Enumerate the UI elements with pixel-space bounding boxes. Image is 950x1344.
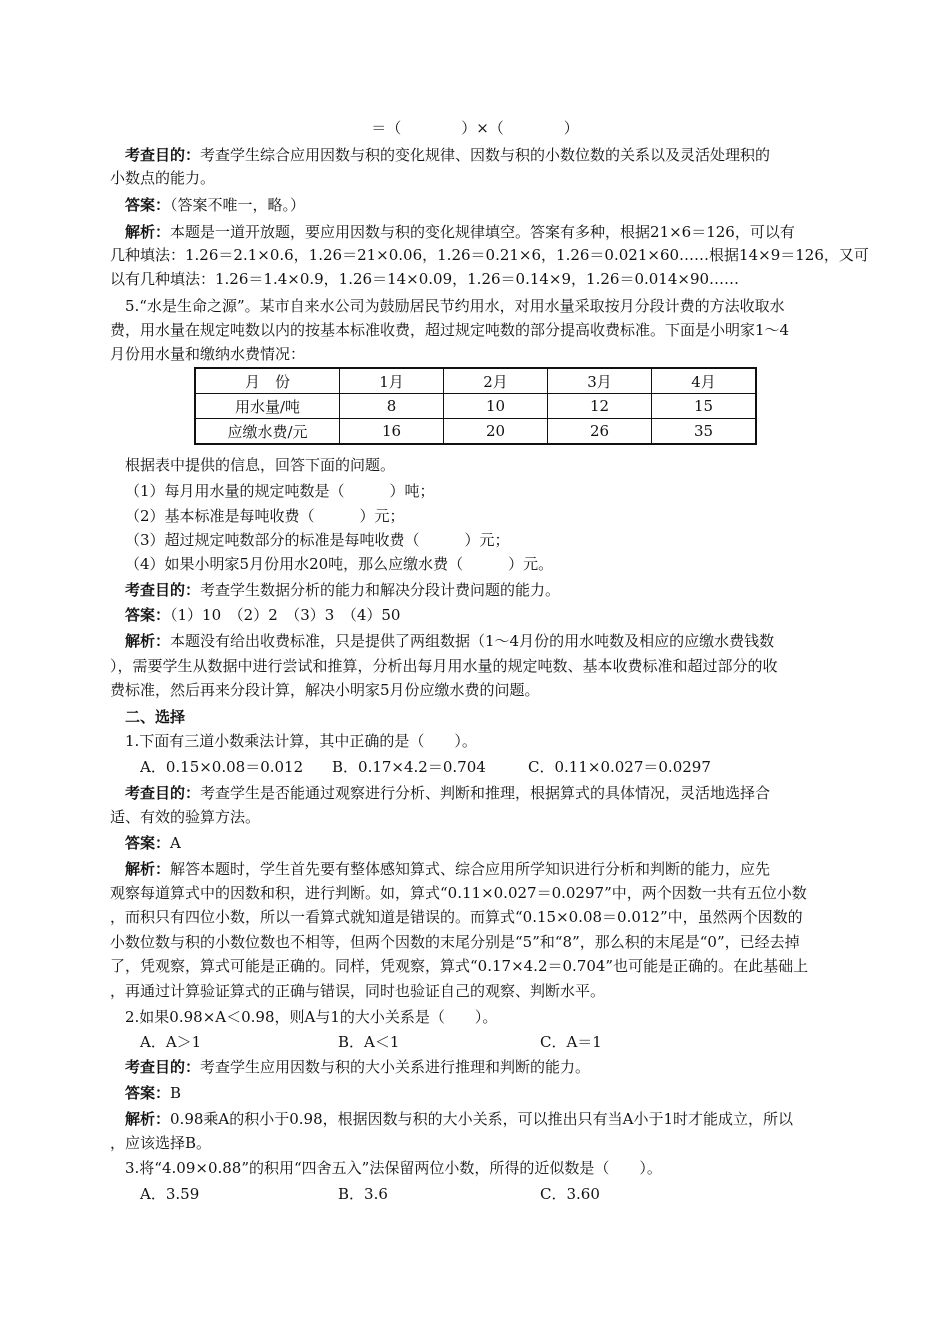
answer-text: （答案不唯一，略。） — [170, 196, 306, 214]
q4-answer — [125, 194, 860, 216]
purpose-label: 考查目的： — [125, 146, 201, 164]
table-cell: 20 — [444, 419, 548, 445]
purpose-text: 考查学生应用因数与积的大小关系进行推理和判断的能力。 — [200, 1058, 591, 1076]
q5-sub-1: （1）每月用水量的规定吨数是（ ）吨； — [125, 482, 435, 500]
table-cell: 2月 — [444, 368, 548, 394]
table-row — [195, 394, 756, 419]
c2-analysis-cont: ，应该选择B。 — [110, 1134, 212, 1152]
q5-analysis — [125, 630, 860, 652]
c1-answer — [125, 832, 860, 854]
answer-label: 答案： — [125, 834, 171, 852]
c1-purpose-cont: 适、有效的验算方法。 — [110, 808, 261, 826]
table-cell: 10 — [444, 394, 548, 419]
analysis-label: 解析： — [125, 1110, 171, 1128]
table-cell: 16 — [340, 419, 444, 445]
q5-answer — [125, 604, 860, 626]
option-a: A．0.15×0.08＝0.012 — [140, 758, 304, 776]
option-c: C．A＝1 — [540, 1033, 602, 1051]
answer-text: A — [170, 834, 181, 852]
table-row — [195, 419, 756, 445]
option-b: B．A＜1 — [338, 1033, 400, 1051]
table-row — [195, 368, 756, 394]
q5-purpose — [125, 579, 860, 601]
option-a: A．3.59 — [140, 1185, 200, 1203]
analysis-label: 解析： — [125, 632, 171, 650]
water-usage-table — [194, 367, 757, 445]
answer-label: 答案： — [125, 1084, 171, 1102]
q4-analysis-cont: 以有几种填法：1.26＝1.4×0.9，1.26＝14×0.09，1.26＝0.14×9，1.26＝0.014×90…… — [110, 270, 740, 288]
table-cell: 35 — [652, 419, 757, 445]
table-cell: 15 — [652, 394, 757, 419]
answer-text: B — [170, 1084, 182, 1102]
option-c: C．3.60 — [540, 1185, 600, 1203]
c2-purpose — [125, 1056, 860, 1078]
table-cell: 用水量/吨 — [195, 394, 340, 419]
option-b: B．0.17×4.2＝0.704 — [332, 758, 486, 776]
answer-label: 答案： — [125, 196, 171, 214]
purpose-text: 考查学生数据分析的能力和解决分段计费问题的能力。 — [200, 581, 561, 599]
purpose-text: 考查学生是否能通过观察进行分析、判断和推理，根据算式的具体情况，灵活地选择合 — [200, 784, 771, 802]
purpose-label: 考查目的： — [125, 581, 201, 599]
formula-line: ＝（ ）×（ ） — [371, 119, 579, 137]
table-cell: 1月 — [340, 368, 444, 394]
c1-analysis — [125, 858, 860, 880]
purpose-label: 考查目的： — [125, 1058, 201, 1076]
purpose-label: 考查目的： — [125, 784, 201, 802]
c1-analysis-cont: 小数位数与积的小数位数也不相等，但两个因数的末尾分别是“5”和“8”，那么积的末尾是“0”，已经去掉 — [110, 933, 800, 951]
purpose-text: 考查学生综合应用因数与积的变化规律、因数与积的小数位数的关系以及灵活处理积的 — [200, 146, 771, 164]
q5-question-cont: 费，用水量在规定吨数以内的按基本标准收费，超过规定吨数的部分提高收费标准。下面是小明家1～4 — [110, 321, 790, 339]
c1-purpose — [125, 782, 860, 804]
option-a: A．A＞1 — [140, 1033, 202, 1051]
table-cell: 8 — [340, 394, 444, 419]
q5-sub-2: （2）基本标准是每吨收费（ ）元； — [125, 507, 405, 525]
c1-question: 1.下面有三道小数乘法计算，其中正确的是（ ）。 — [125, 732, 477, 750]
q5-analysis-cont: ），需要学生从数据中进行尝试和推算，分析出每月用水量的规定吨数、基本收费标准和超过部分的收 — [110, 657, 778, 675]
c2-question: 2.如果0.98×A＜0.98，则A与1的大小关系是（ ）。 — [125, 1008, 498, 1026]
q5-sub-4: （4）如果小明家5月份用水20吨，那么应缴水费（ ）元。 — [125, 555, 554, 573]
table-cell: 4月 — [652, 368, 757, 394]
analysis-label: 解析： — [125, 860, 171, 878]
table-cell: 3月 — [548, 368, 652, 394]
analysis-text: 解答本题时，学生首先要有整体感知算式、综合应用所学知识进行分析和判断的能力，应先 — [170, 860, 771, 878]
analysis-text: 本题没有给出收费标准，只是提供了两组数据（1～4月份的用水吨数及相应的应缴水费钱数 — [170, 632, 775, 650]
analysis-text: 0.98乘A的积小于0.98，根据因数与积的大小关系，可以推出只有当A小于1时才能成立，所以 — [170, 1110, 794, 1128]
answer-text: （1）10 （2）2 （3）3 （4）50 — [170, 606, 401, 624]
table-cell: 应缴水费/元 — [195, 419, 340, 445]
q4-analysis-cont: 几种填法：1.26＝2.1×0.6，1.26＝21×0.06，1.26＝0.21×6，1.26＝0.021×60……根据14×9＝126，又可 — [110, 246, 869, 264]
answer-label: 答案： — [125, 606, 171, 624]
analysis-label: 解析： — [125, 223, 171, 241]
table-cell: 12 — [548, 394, 652, 419]
q4-purpose-cont: 小数点的能力。 — [110, 169, 216, 187]
section-title: 二、选择 — [125, 708, 186, 726]
c3-question: 3.将“4.09×0.88”的积用“四舍五入”法保留两位小数，所得的近似数是（ ）。 — [125, 1159, 662, 1177]
c1-analysis-cont: ，再通过计算验证算式的正确与错误，同时也验证自己的观察、判断水平。 — [110, 982, 606, 1000]
c1-analysis-cont: ，而积只有四位小数，所以一看算式就知道是错误的。而算式“0.15×0.08＝0.012”中，虽然两个因数的 — [110, 908, 803, 926]
table-cell: 月 份 — [195, 368, 340, 394]
option-b: B．3.6 — [338, 1185, 388, 1203]
c1-analysis-cont: 了，凭观察，算式可能是正确的。同样，凭观察，算式“0.17×4.2＝0.704”也可能是正确的。在此基础上 — [110, 957, 809, 975]
table-cell: 26 — [548, 419, 652, 445]
q4-purpose — [125, 144, 860, 166]
q4-analysis — [125, 221, 860, 243]
c2-answer — [125, 1082, 860, 1104]
analysis-text: 本题是一道开放题，要应用因数与积的变化规律填空。答案有多种，根据21×6＝126，可以有 — [170, 223, 795, 241]
q5-prompt: 根据表中提供的信息，回答下面的问题。 — [125, 456, 396, 474]
q5-question-cont: 月份用水量和缴纳水费情况： — [110, 345, 306, 363]
c1-analysis-cont: 观察每道算式中的因数和积，进行判断。如，算式“0.11×0.027＝0.0297”中，两个因数一共有五位小数 — [110, 884, 807, 902]
option-c: C．0.11×0.027＝0.0297 — [528, 758, 711, 776]
q5-sub-3: （3）超过规定吨数部分的标准是每吨收费（ ）元； — [125, 531, 510, 549]
c2-analysis — [125, 1108, 860, 1130]
q5-analysis-cont: 费标准，然后再来分段计算，解决小明家5月份应缴水费的问题。 — [110, 681, 540, 699]
q5-question: 5.“水是生命之源”。某市自来水公司为鼓励居民节约用水，对用水量采取按月分段计费的方法收取水 — [125, 297, 785, 315]
